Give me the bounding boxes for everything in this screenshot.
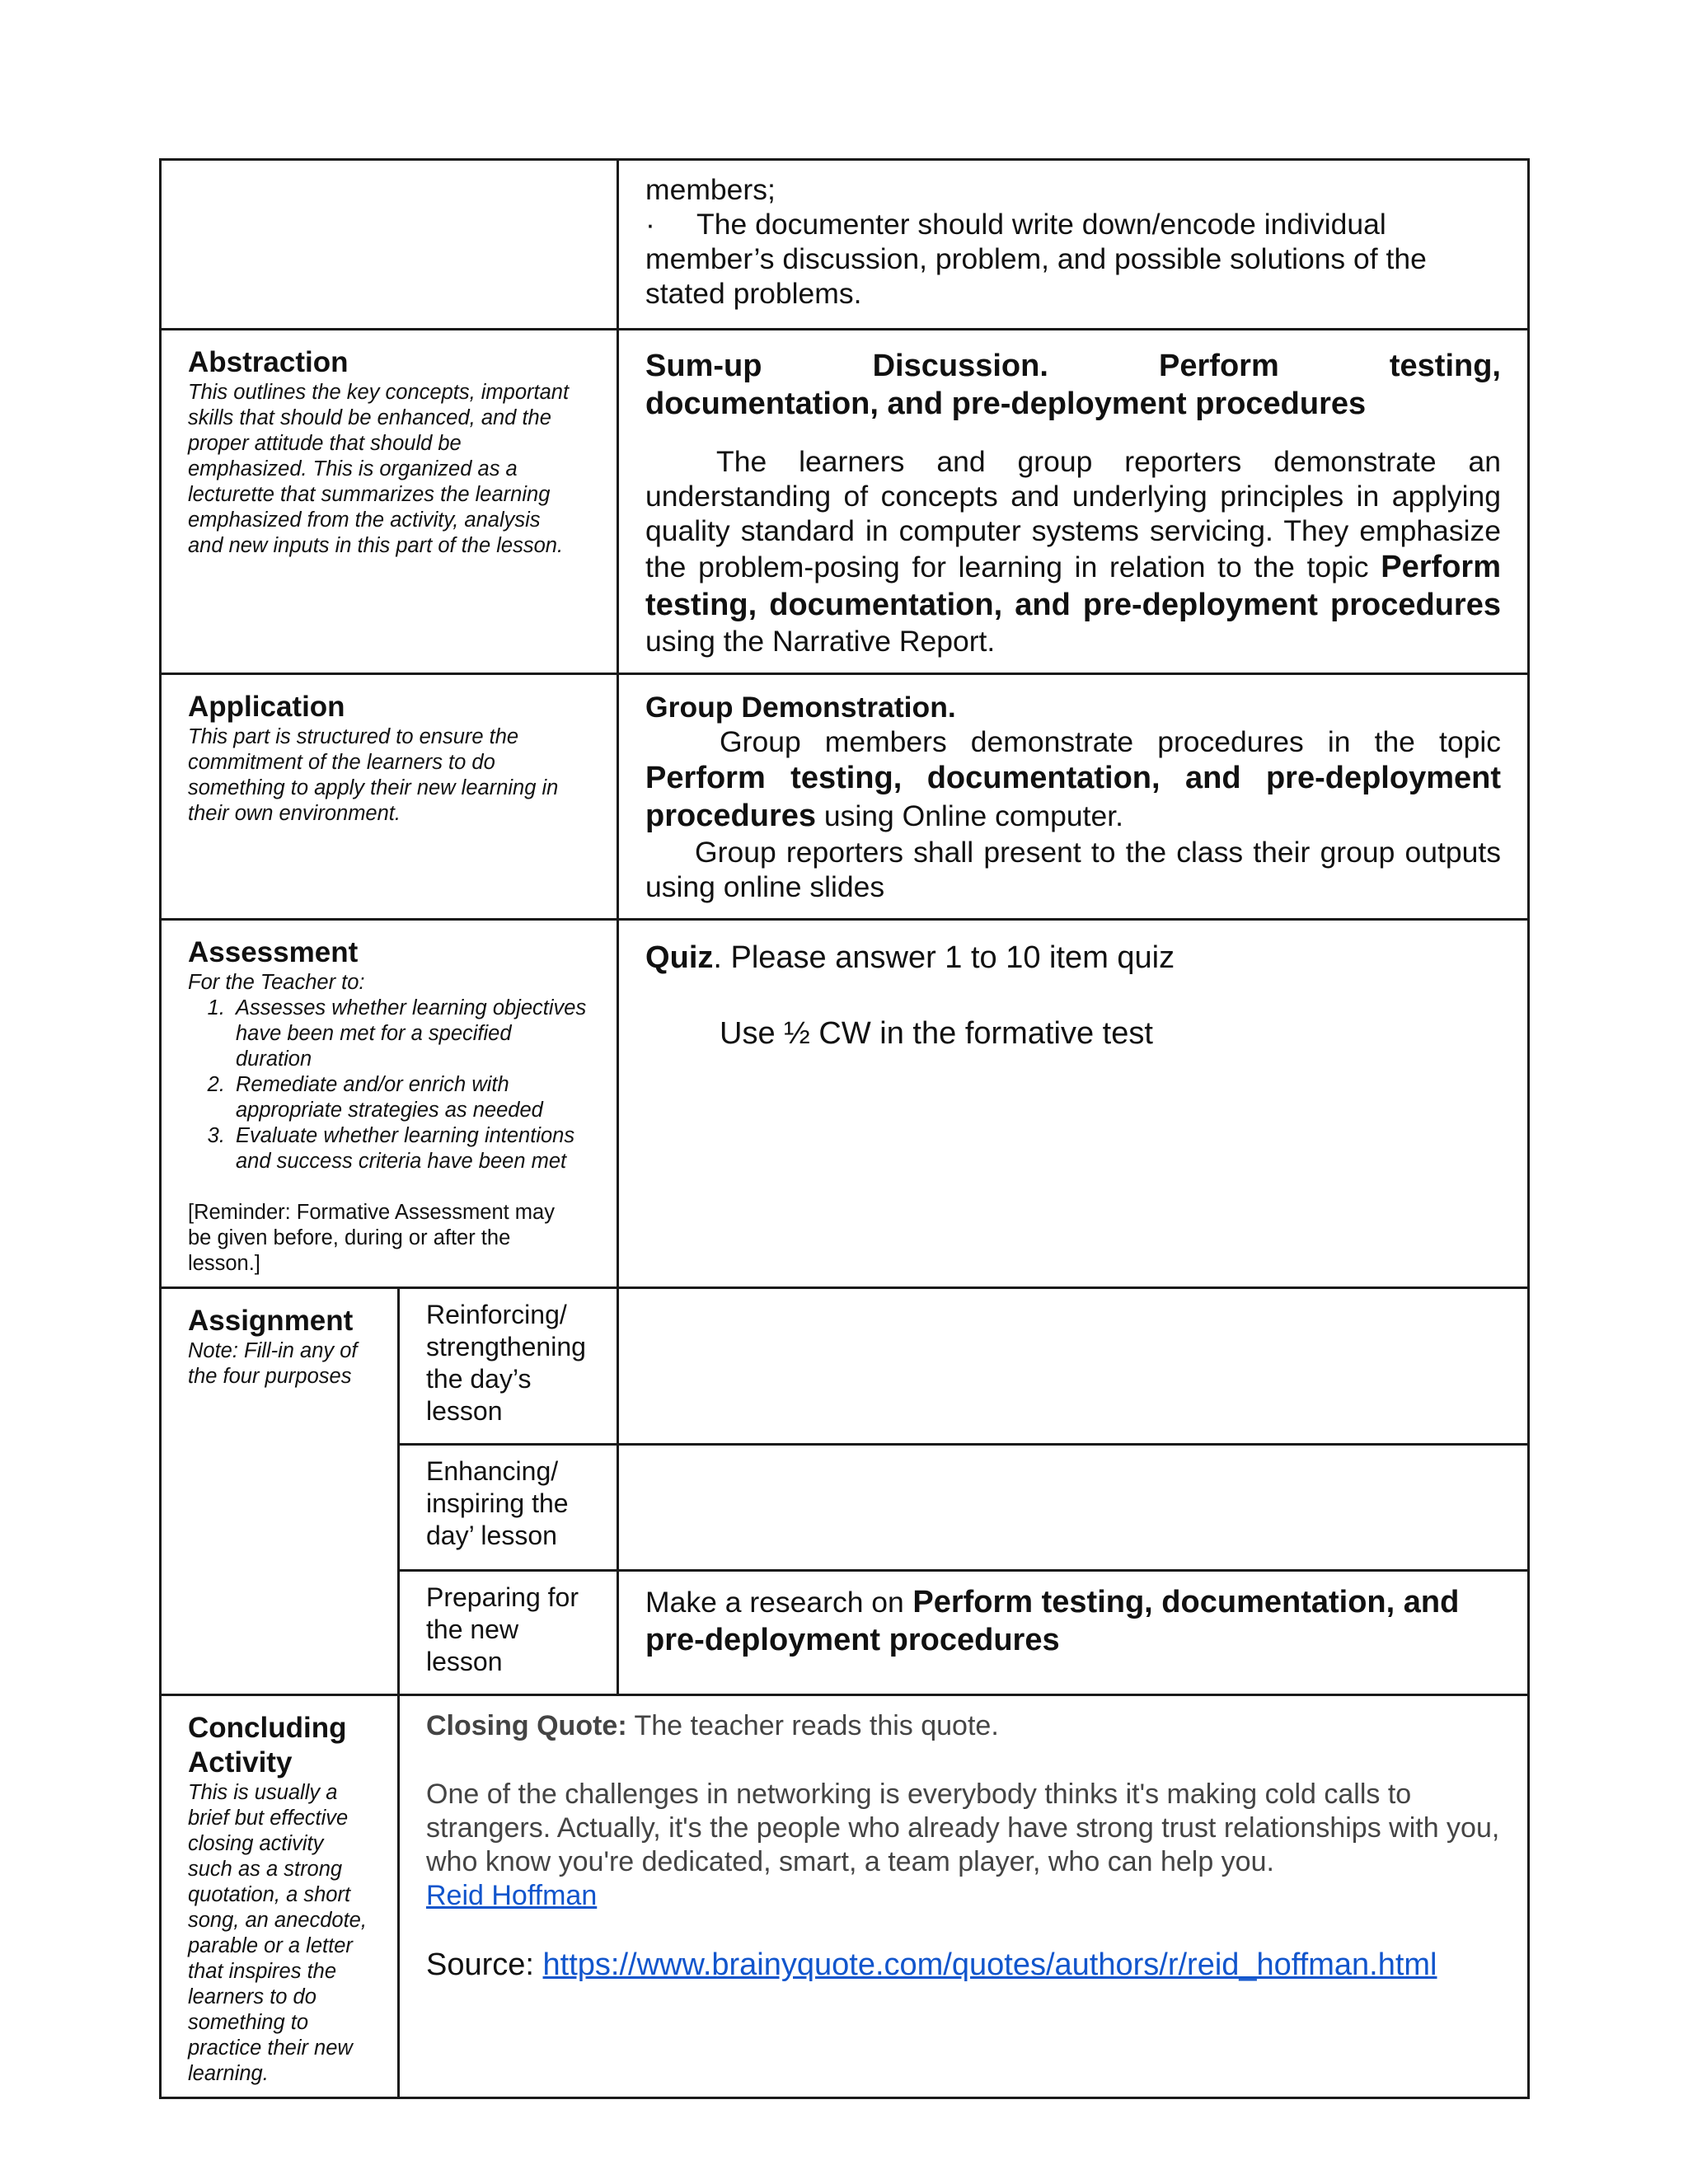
assignment-purpose-1-label-cell <box>399 1288 618 1445</box>
continuation-label-cell <box>161 160 618 330</box>
abstraction-row <box>161 330 1529 674</box>
application-row <box>161 674 1529 920</box>
assignment-title: Assignment <box>188 1305 354 1337</box>
abstraction-paragraph-end: using the Narrative Report. <box>645 625 996 658</box>
quiz-note: Use ½ CW in the formative test <box>720 1016 1153 1051</box>
application-p1-end: using Online computer. <box>823 799 1123 832</box>
closing-quote-content: One of the challenges in networking is everybody thinks it's making cold calls to strangers. Actually, it's the people who already have strong trust relationships with you, who know you're dedicated, smart, a team player, who can help you. <box>426 1779 1500 1877</box>
quote-author-link[interactable]: Reid Hoffman <box>426 1880 598 1911</box>
closing-quote-text: The teacher reads this quote. <box>634 1710 999 1741</box>
abstraction-label-cell <box>161 330 618 674</box>
continuation-line-2: The documenter should write down/encode individual member’s discussion, problem, and possible solutions of the stated problems. <box>645 208 1427 310</box>
assessment-intro: For the Teacher to: <box>188 971 365 994</box>
application-paragraph-2: Group reporters shall present to the class their group outputs using online slides <box>645 836 1501 903</box>
concluding-content-cell <box>399 1695 1529 2098</box>
application-content-cell <box>618 674 1529 920</box>
bullet-glyph: · <box>645 208 655 241</box>
assignment-purpose-1-label: Reinforcing/ strengthening the day’s lesson <box>426 1300 586 1426</box>
continuation-bullet-item <box>645 207 1501 311</box>
application-title: Application <box>188 691 345 723</box>
application-p1-intro: Group members demonstrate procedures in the topic <box>720 725 1501 758</box>
lesson-plan-table <box>159 158 1530 2099</box>
continuation-content-cell <box>618 160 1529 330</box>
assignment-label-cell <box>161 1288 399 1695</box>
abstraction-heading-line-2: documentation, and pre-deployment procedures <box>645 387 1367 421</box>
concluding-description: This is usually a brief but effective closing activity such as a strong quotation, a short song, an anecdote, parable or a letter that inspires the learners to do something to practice their new learning. <box>188 1781 367 2085</box>
assessment-content-cell <box>618 920 1529 1288</box>
assessment-objective-2: 2. Remediate and/or enrich with appropriate strategies as needed <box>231 1072 590 1123</box>
assessment-objective-3: 3. Evaluate whether learning intentions and success criteria have been met <box>231 1123 590 1174</box>
assessment-label-cell <box>161 920 618 1288</box>
assignment-purpose-2-content-cell <box>618 1445 1529 1571</box>
application-heading: Group Demonstration. <box>645 691 956 724</box>
abstraction-paragraph-intro: The learners and group reporters demonstrate an understanding of concepts and underlying principles in applying quality standard in computer systems servicing. They emphasize the problem-posing for learning in relation to the topic <box>645 445 1501 583</box>
assignment-purpose-3-label-cell <box>399 1571 618 1695</box>
abstraction-paragraph <box>645 444 1501 658</box>
quiz-line <box>645 939 1501 977</box>
concluding-row <box>161 1695 1529 2098</box>
application-p1-topic: Perform testing, documentation, and pre-deployment procedures <box>645 761 1501 833</box>
assignment-purpose-3-content <box>645 1583 1501 1659</box>
assignment-purpose-3-label: Preparing for the new lesson <box>426 1582 579 1676</box>
abstraction-heading-line-1: Sum-up Discussion. Perform testing, <box>645 349 1501 383</box>
application-paragraph-1 <box>645 724 1501 835</box>
closing-quote-label: Closing Quote: <box>426 1710 627 1741</box>
application-description: This part is structured to ensure the commitment of the learners to do something to apply their new learning in their own environment. <box>188 725 559 825</box>
assignment-purpose-2-label: Enhancing/ inspiring the day’ lesson <box>426 1456 569 1550</box>
closing-quote-heading <box>426 1709 1501 1743</box>
assignment-purpose-3-topic: Perform testing, documentation, and pre-deployment procedures <box>645 1585 1460 1657</box>
assignment-purpose-2-label-cell <box>399 1445 618 1571</box>
assignment-row-1 <box>161 1288 1529 1445</box>
quote-source <box>426 1946 1501 1984</box>
abstraction-description: This outlines the key concepts, important skills that should be enhanced, and the proper attitude that should be emphasized. This is organized as a lecturette that summarizes the learning emphasized from the activity, analysis and new inputs in this part of the lesson. <box>188 381 570 557</box>
assignment-purpose-3-intro: Make a research on <box>645 1586 904 1619</box>
assignment-note: Note: Fill-in any of the four purposes <box>188 1339 358 1388</box>
quote-source-link[interactable]: https://www.brainyquote.com/quotes/authors/r/reid_hoffman.html <box>542 1947 1437 1982</box>
assignment-purpose-1-content-cell <box>618 1288 1529 1445</box>
continuation-row <box>161 160 1529 330</box>
assessment-title: Assessment <box>188 936 359 968</box>
concluding-label-cell <box>161 1695 399 2098</box>
application-label-cell <box>161 674 618 920</box>
quiz-label: Quiz <box>645 940 714 975</box>
assessment-reminder: [Reminder: Formative Assessment may be given before, during or after the lesson.] <box>188 1201 555 1275</box>
concluding-title: Concluding Activity <box>188 1712 347 1779</box>
assessment-objectives-list <box>188 996 590 1174</box>
assessment-objective-1: 1. Assesses whether learning objectives have been met for a specified duration <box>231 996 590 1072</box>
abstraction-content-cell <box>618 330 1529 674</box>
assessment-row <box>161 920 1529 1288</box>
abstraction-title: Abstraction <box>188 346 349 378</box>
assignment-purpose-3-content-cell <box>618 1571 1529 1695</box>
quiz-text: . Please answer 1 to 10 item quiz <box>713 940 1175 975</box>
abstraction-paragraph-topic: Perform testing, documentation, and pre-deployment procedures <box>645 550 1501 622</box>
quote-source-label: Source: <box>426 1947 534 1982</box>
closing-quote-body <box>426 1778 1501 1913</box>
continuation-line-1: members; <box>645 173 776 206</box>
